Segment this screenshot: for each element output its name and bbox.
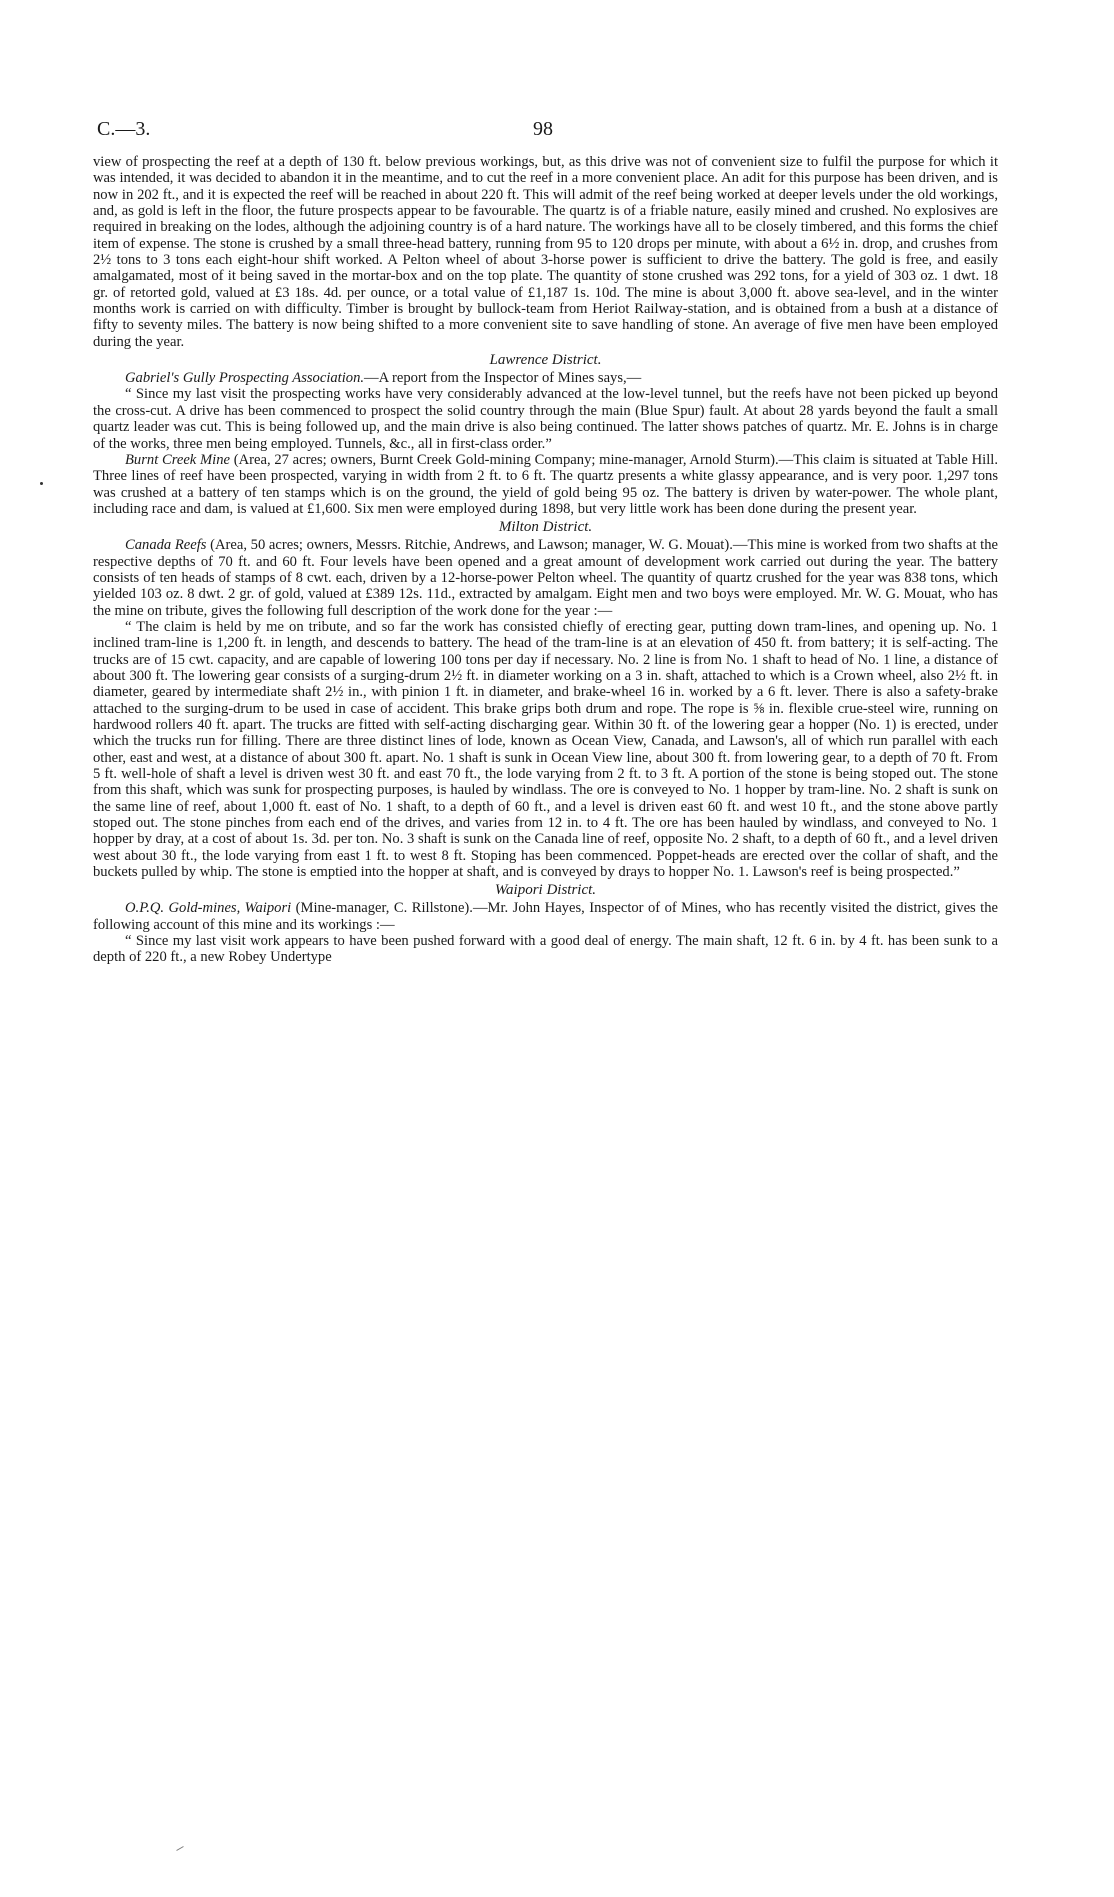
document-reference: C.—3. [97,118,151,140]
page-header [93,118,998,154]
opq-text: (Mine-manager, C. Rillstone).—Mr. John Hayes, Inspector of of Mines, who has recently visited the district, gives the following account of this mine and its workings :— [93,900,998,933]
section-heading-waipori: Waipori District. [494,882,597,899]
canada-reefs-text: (Area, 50 acres; owners, Messrs. Ritchie, Andrews, and Lawson; manager, W. G. Mouat).—This mine is worked from two shafts at the respective depths of 70 ft. and 60 ft. Four levels have been opened and a great amount of development work carried out during the year. The battery consists of ten heads of stamps of 8 cwt. each, driven by a 12-horse-power Pelton wheel. The quantity of quartz crushed for the year was 838 tons, which yielded 103 oz. 8 dwt. 2 gr. of gold, valued at £389 12s. 11d., extracted by amalgam. Eight men and two boys were employed. Mr. W. G. Mouat, who has the mine on tribute, gives the following full description of the work done for the year :— [93,537,998,619]
paragraph-canada-reefs [93,537,998,619]
mine-name-gabriels-gully: Gabriel's Gully Prospecting Association. [125,370,365,387]
section-heading-milton: Milton District. [498,519,593,536]
quote-opq-gold-mines: “ Since my last visit work appears to have been pushed forward with a good deal of energy. The main shaft, 12 ft. 6 in. by 4 ft. has been sunk to a depth of 220 ft., a new Robey Undertype [93,933,998,966]
page-number: 98 [533,118,553,140]
paragraph-opq-gold-mines [93,900,998,933]
paragraph-gabriels-gully [93,370,998,386]
paragraph-continued: view of prospecting the reef at a depth of 130 ft. below previous workings, but, as this drive was not of convenient size to fulfil the purpose for which it was intended, it was decided to abandon it in the meantime, and to cut the reef in a more convenient place. An adit for this purpose has been driven, and is now in 202 ft., and it is expected the reef will be reached in about 220 ft. This will admit of the reef being worked at deeper levels under the old workings, and, as gold is left in the floor, the future prospects appear to be favourable. The quartz is of a friable nature, easily mined and crushed. No explosives are required in breaking on the lodes, although the adjoining country is of a hard nature. The workings have all to be closely timbered, and this forms the chief item of expense. The stone is crushed by a small three-head battery, running from 95 to 120 drops per minute, with about a 6½ in. drop, and crushes from 2½ tons to 3 tons each eight-hour shift worked. A Pelton wheel of about 3-horse power is sufficient to drive the battery. The gold is free, and easily amalgamated, most of it being saved in the mortar-box and on the top plate. The quantity of stone crushed was 292 tons, for a yield of 303 oz. 1 dwt. 18 gr. of retorted gold, valued at £3 18s. 4d. per ounce, or a total value of £1,187 1s. 10d. The mine is about 3,000 ft. above sea-level, and in the winter months work is carried on with difficulty. Timber is brought by bullock-team from Heriot Railway-station, and is obtained from a bush at a distance of fifty to seventy miles. The battery is now being shifted to a more convenient site to save handling of stone. An average of five men have been employed during the year. [93,154,998,350]
document-page [93,118,998,1878]
section-heading-lawrence: Lawrence District. [489,352,602,369]
mine-name-opq: O.P.Q. Gold-mines, Waipori [125,900,292,917]
mine-name-burnt-creek: Burnt Creek Mine [125,451,230,468]
paragraph-burnt-creek [93,452,998,517]
burnt-creek-text: (Area, 27 acres; owners, Burnt Creek Gold-mining Company; mine-manager, Arnold Sturm).—This claim is situated at Table Hill. Three lines of reef have been prospected, varying in width from 2 ft. to 6 ft. The quartz presents a white glassy appearance, and is very poor. 1,297 tons was crushed at a battery of ten stamps which is on the ground, the yield of gold being 95 oz. The battery is driven by water-power. The whole plant, including race and dam, is valued at £1,600. Six men were employed during 1898, but very little work has been done during the present year. [93,451,998,517]
quote-gabriels-gully: “ Since my last visit the prospecting works have very considerably advanced at the low-level tunnel, but the reefs have not been picked up beyond the cross-cut. A drive has been commenced to prospect the solid country through the main (Blue Spur) fault. At about 28 yards beyond the fault a small quartz leader was cut. This is being followed up, and the main drive is also being continued. The latter shows patches of quartz. Mr. E. Johns is in charge of the works, three men being employed. Tunnels, &c., all in first-class order.” [93,386,998,452]
mine-name-canada-reefs: Canada Reefs [125,537,207,554]
scan-speck [40,482,43,485]
quote-canada-reefs: “ The claim is held by me on tribute, and so far the work has consisted chiefly of erecting gear, putting down tram-lines, and opening up. No. 1 inclined tram-line is 1,200 ft. in length, and descends to battery. The head of the tram-line is at an elevation of 450 ft. from battery; it is self-acting. The trucks are of 15 cwt. capacity, and are capable of lowering 100 tons per day if necessary. No. 2 line is from No. 1 shaft to head of No. 1 line, a distance of about 300 ft. The lowering gear consists of a surging-drum 2½ ft. in diameter working on a 3 in. shaft, attached to which is a Crown wheel, also 2½ ft. in diameter, geared by intermediate shaft 2½ in., with pinion 1 ft. in diameter, and brake-wheel 16 in. worked by a 6 ft. lever. There is also a safety-brake attached to the surging-drum to be used in case of accident. This brake grips both drum and rope. The rope is ⅝ in. flexible crue-steel wire, running on hardwood rollers 40 ft. apart. The trucks are fitted with self-acting discharging gear. Within 30 ft. of the lowering gear a hopper (No. 1) is erected, under which the trucks run for filling. There are three distinct lines of lode, known as Ocean View, Canada, and Lawson's, all of which run parallel with each other, east and west, at a distance of about 300 ft. apart. No. 1 shaft is sunk in Ocean View line, about 300 ft. from lowering gear, to a depth of 70 ft. From 5 ft. well-hole of shaft a level is driven west 30 ft. and east 70 ft., the lode varying from 2 ft. to 3 ft. A portion of the stone is being stoped out. The stone from this shaft, which was sunk for prospecting purposes, is hauled by windlass. The ore is conveyed to No. 1 hopper by tram-line. No. 2 shaft is sunk on the same line of reef, about 1,000 ft. east of No. 1 shaft, to a depth of 60 ft., and a level is driven east 60 ft. and west 10 ft., and the stone above partly stoped out. The stone pinches from each end of the drives, and varies from 12 in. to 4 ft. The ore has been hauled by windlass, and conveyed to No. 1 hopper by dray, at a cost of about 1s. 3d. per ton. No. 3 shaft is sunk on the Canada line of reef, opposite No. 2 shaft, to a depth of 60 ft., and a level driven west about 30 ft., the lode varying from east 1 ft. to west 8 ft. Stoping has been commenced. Poppet-heads are erected over the collar of shaft, and the buckets pulled by whip. The stone is emptied into the hopper at shaft, and is conveyed by drays to hopper No. 1. Lawson's reef is being prospected.” [93,618,998,881]
gabriel-intro-text: —A report from the Inspector of Mines says,— [364,370,642,387]
